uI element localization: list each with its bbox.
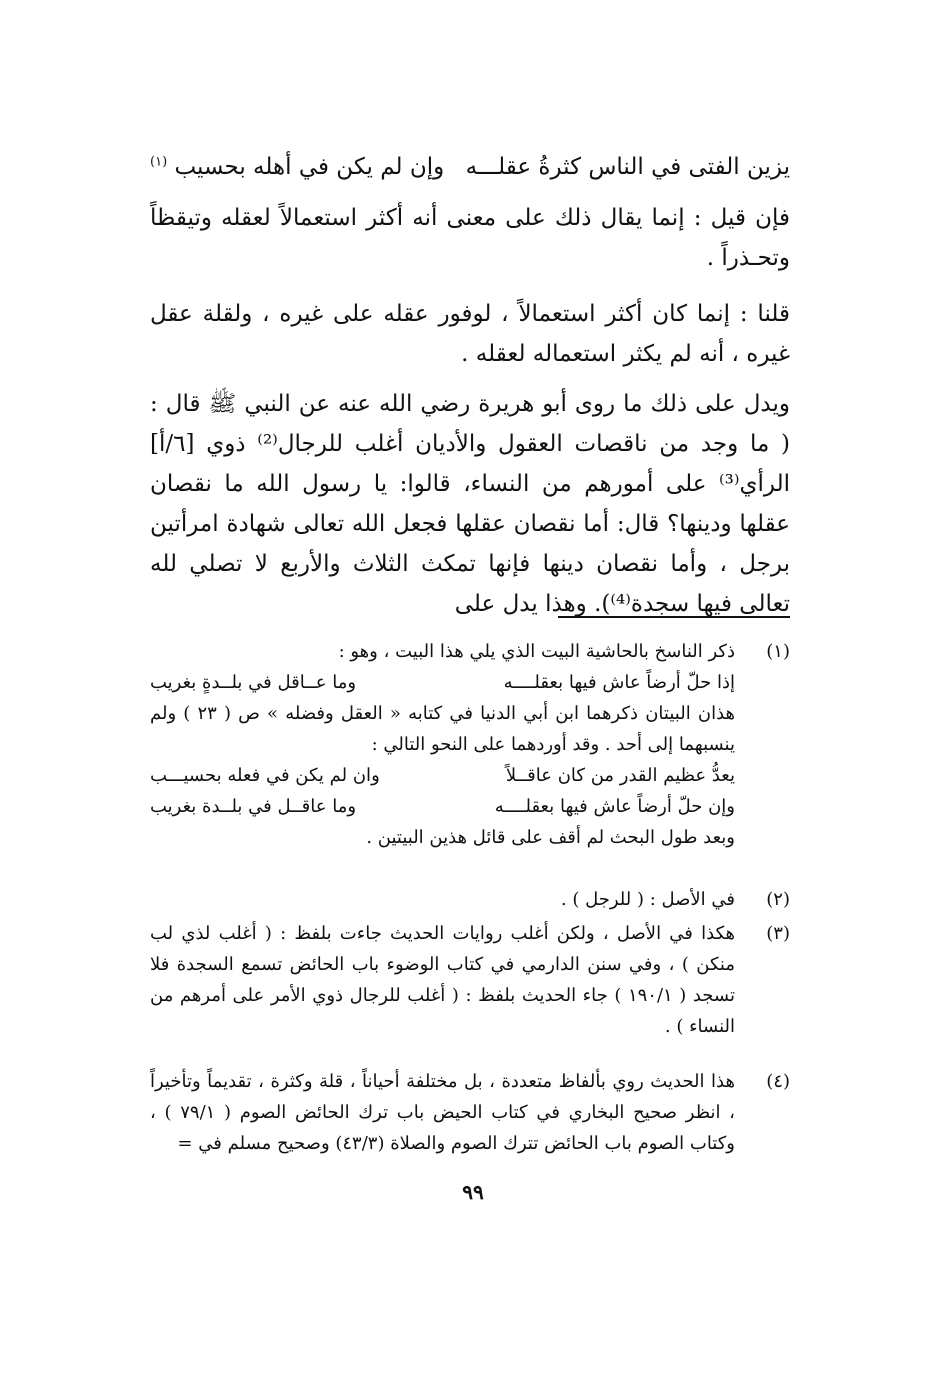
footnote-1-intro: ذكر الناسخ بالحاشية البيت الذي يلي هذا البيت ، وهو : bbox=[338, 641, 735, 662]
footnote-1-verse-c bbox=[150, 791, 735, 822]
verse-second-hemistich bbox=[150, 154, 444, 180]
footnote-1-verse-b bbox=[150, 760, 735, 791]
verse-first-hemistich: يزين الفتى في الناس كثرةُ عقلـــه bbox=[465, 154, 790, 180]
footnote-2-number: (٢) bbox=[766, 889, 790, 910]
footnote-4-number: (٤) bbox=[766, 1071, 790, 1092]
verse-second-hemistich-text: وإن لم يكن في أهله بحسيب bbox=[174, 154, 445, 180]
page-number: ٩٩ bbox=[462, 1180, 484, 1204]
footnote-4 bbox=[150, 1066, 790, 1159]
footnote-1-verse-a-first: إذا حلّ أرضاً عاش فيها بعقلــــه bbox=[503, 672, 735, 693]
footnote-separator bbox=[558, 616, 790, 618]
paragraph-reply: قلنا : إنما كان أكثر استعمالاً ، لوفور عقله على غيره ، ولقلة عقل غيره ، أنه لم يكثر استعماله لعقله . bbox=[150, 301, 790, 367]
paragraph-hadith: ويدل على ذلك ما روى أبو هريرة رضي الله عنه عن النبي ﷺ قال : ( ما وجد من ناقصات العقول والأديان أغلب للرجال⁽²⁾ ذوي [٦/أ] الرأي⁽³⁾ على أمورهم من النساء، قالوا: يا رسول الله ما نقصان عقلها ودينها؟ قال: أما نقصان عقلها فجعل الله تعالى شهادة امرأتين برجل ، وأما نقصان دينها فإنها تمكث الثلاث والأربع لا تصلي لله تعالى فيها سجدة⁽⁴⁾). وهذا يدل على bbox=[150, 391, 790, 617]
footnote-1-verse-a-second: وما عــاقل في بلــدةٍ بغريب bbox=[150, 672, 357, 693]
footnote-1-verse-b-second: وان لم يكن في فعله بحسيـــب bbox=[150, 765, 380, 786]
footnote-1-closing: وبعد طول البحث لم أقف على قائل هذين البيتين . bbox=[366, 827, 735, 848]
footnote-3-text: هكذا في الأصل ، ولكن أغلب روايات الحديث جاءت بلفظ : ( أغلب لذي لب منكن ) ، وفي سنن الدارمي في كتاب الوضوء باب الحائض تسمع السجدة فلا تسجد ( ١٩٠/١ ) جاء الحديث بلفظ : ( أغلب للرجال ذوي الأمر على أمرهم من النساء ) . bbox=[150, 923, 735, 1037]
footnote-1-verse-c-first: وإن حلّ أرضاً عاش فيها بعقلــــه bbox=[494, 796, 735, 817]
footnote-1-body bbox=[150, 636, 735, 853]
footnote-ref-1: (١) bbox=[150, 154, 168, 170]
footnote-1-source-note: هذان البيتان ذكرهما ابن أبي الدنيا في كتابه « العقل وفضله » ص ( ٢٣ ) ولم ينسبهما إلى أحد . وقد أوردهما على النحو التالي : bbox=[150, 703, 736, 755]
footnote-1-verse-b-first: يعدُّ عظيم القدر من كان عاقــلاً bbox=[505, 765, 735, 786]
paragraph-objection: فإن قيل : إنما يقال ذلك على معنى أنه أكثر استعمالاً لعقله وتيقظاً وتحـذراً . bbox=[150, 205, 790, 271]
footnote-3-number: (٣) bbox=[766, 923, 790, 944]
opening-verse bbox=[150, 148, 790, 188]
footnote-1-verse-a bbox=[150, 667, 735, 698]
footnote-1-verse-c-second: وما عاقــل في بلــدة بغريب bbox=[150, 796, 357, 817]
footnote-4-text: هذا الحديث روي بألفاظ متعددة ، بل مختلفة أحياناً ، قلة وكثرة ، تقديماً وتأخيراً ، انظر صحيح البخاري في كتاب الحيض باب ترك الحائض الصوم ( ٧٩/١ ) ، وكتاب الصوم باب الحائض تترك الصوم والصلاة (٤٣/٣) وصحيح مسلم في = bbox=[150, 1071, 735, 1154]
footnote-1-number: (١) bbox=[766, 641, 790, 662]
footnote-1 bbox=[150, 636, 790, 853]
footnote-2 bbox=[150, 884, 790, 915]
footnote-3 bbox=[150, 918, 790, 1042]
footnote-2-text: في الأصل : ( للرجل ) . bbox=[560, 889, 735, 910]
